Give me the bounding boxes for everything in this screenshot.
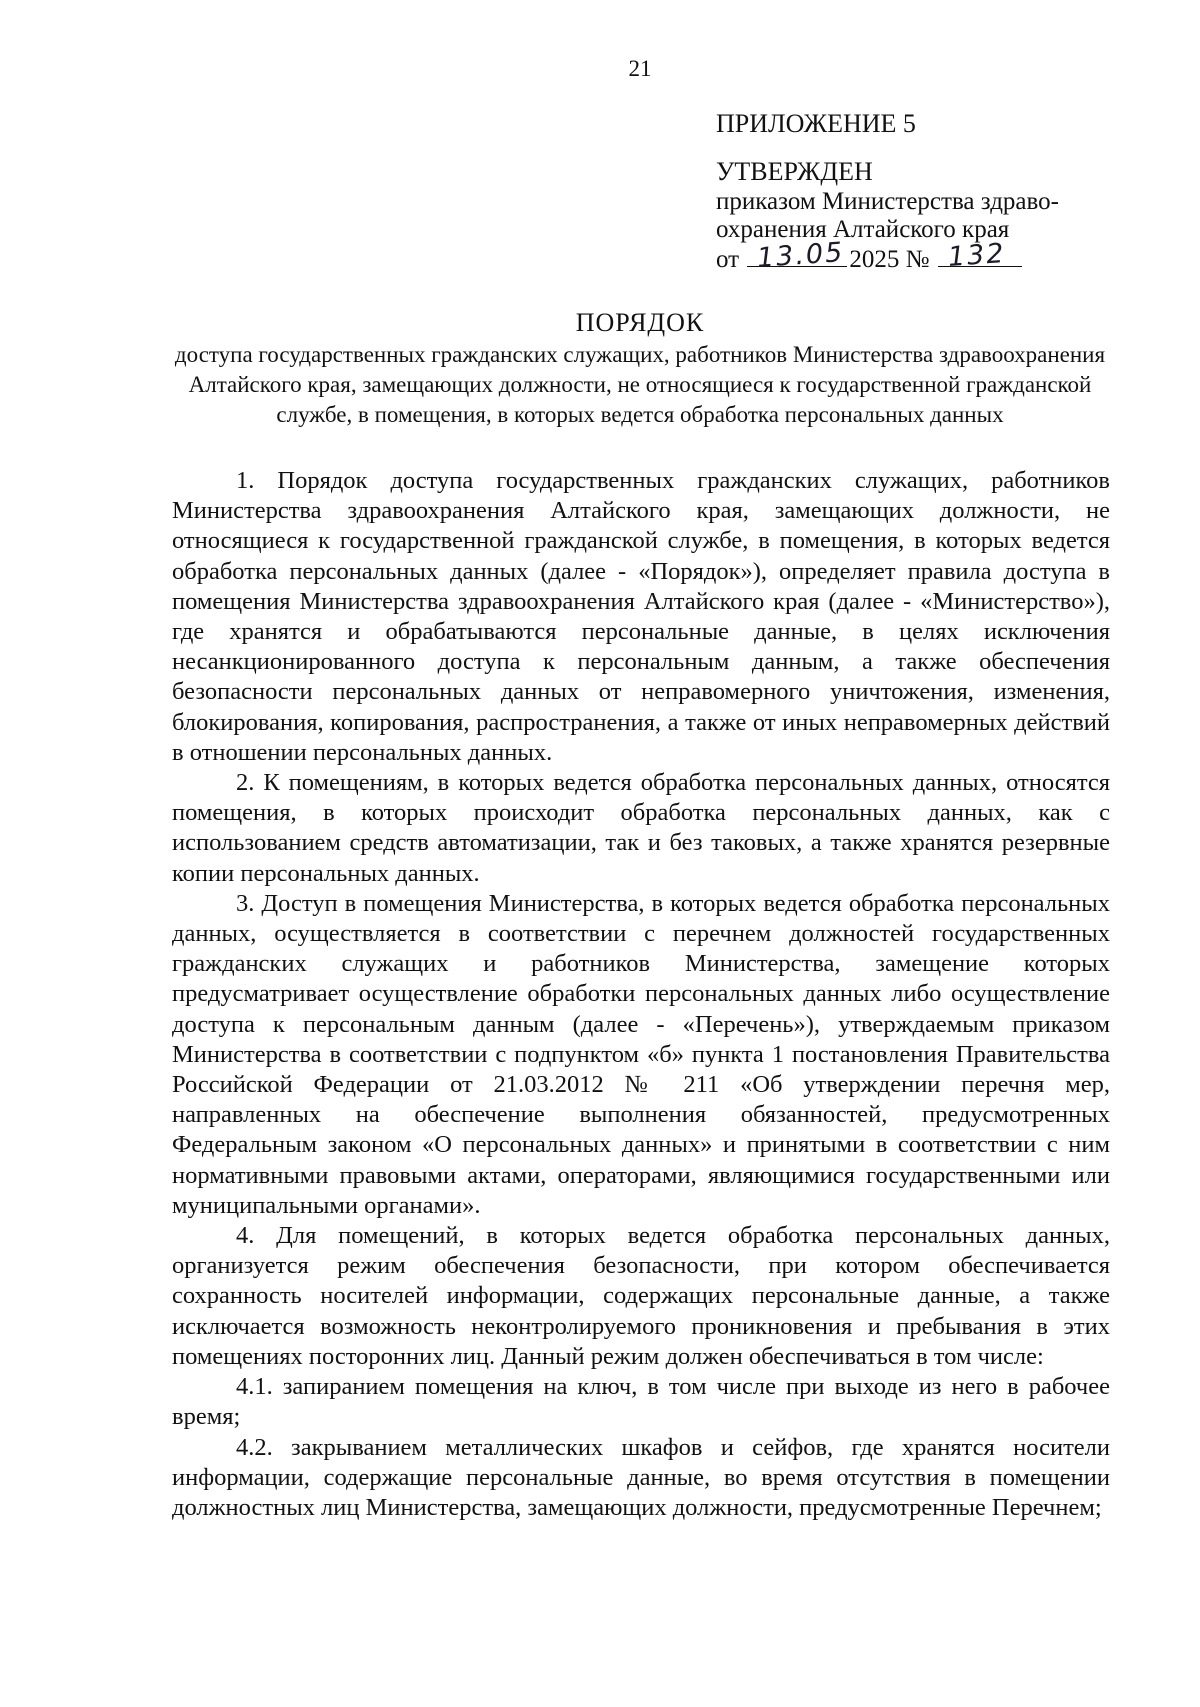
order-date-line [716,236,1156,275]
approved-label: УТВЕРЖДЕН [716,157,873,186]
order-line-1: приказом Министерства здраво- [716,188,1059,215]
paragraph-4-1: 4.1. запиранием помещения на ключ, в том числе при выходе из него в рабочее время; [172,1373,1110,1431]
document-title-block [170,308,1110,430]
paragraph-4: 4. Для помещений, в которых ведется обработка персональных данных, организуется режим обеспечения безопасности, при котором обеспечивается сохранность носителей информации, содержащих персональные данные, а также исключается возможность неконтролируемого проникновения и пребывания в этих помещениях посторонних лиц. Данный режим должен обеспечиваться в том числе: [172,1222,1110,1370]
handwritten-date: 13.05 [756,236,846,275]
number-sign: № [905,246,930,273]
approval-stamp-block [716,110,1156,274]
order-year: 2025 [849,246,900,273]
page-number: 21 [628,56,652,81]
annex-label: ПРИЛОЖЕНИЕ 5 [716,109,916,138]
document-title: ПОРЯДОК [575,308,705,337]
number-fill-line [938,238,1022,273]
document-subtitle: доступа государственных гражданских служащих, работников Министерства здравоохранения Алтайского края, замещающих должности, не относящиеся к государственной гражданской службе, в помещения, в которых ведется обработка персональных данных [174,342,1106,427]
order-line-2: охранения Алтайского края [716,216,1010,243]
document-body [172,466,1110,1523]
date-prefix: от [716,246,740,273]
date-fill-line [747,236,847,275]
paragraph-2: 2. К помещениям, в которых ведется обработка персональных данных, относятся помещения, в которых происходит обработка персональных данных, как с использованием средств автоматизации, так и без таковых, а также хранятся резервные копии персональных данных. [172,769,1110,887]
paragraph-4-2: 4.2. закрыванием металлических шкафов и сейфов, где хранятся носители информации, содержащие персональные данные, во время отсутствия в помещении должностных лиц Министерства, замещающих должности, предусмотренные Перечнем; [172,1433,1110,1521]
handwritten-number: 132 [946,238,1007,273]
paragraph-1: 1. Порядок доступа государственных гражданских служащих, работников Министерства здравоохранения Алтайского края, замещающих должности, не относящиеся к государственной гражданской службе, в помещения, в которых ведется обработка персональных данных (далее - «Порядок»), определяет правила доступа в помещения Министерства здравоохранения Алтайского края (далее - «Министерство»), где хранятся и обрабатываются персональные данные, в целях исключения несанкционированного доступа к персональным данным, а также обеспечения безопасности персональных данных от неправомерного уничтожения, изменения, блокирования, копирования, распространения, а также от иных неправомерных действий в отношении персональных данных. [172,467,1110,766]
paragraph-3: 3. Доступ в помещения Министерства, в которых ведется обработка персональных данных, осуществляется в соответствии с перечнем должностей государственных гражданских служащих и работников Министерства, замещение которых предусматривает осуществление обработки персональных данных либо осуществление доступа к персональным данным (далее - «Перечень»), утверждаемым приказом Министерства в соответствии с подпунктом «б» пункта 1 постановления Правительства Российской Федерации от 21.03.2012 № 211 «Об утверждении перечня мер, направленных на обеспечение выполнения обязанностей, предусмотренных Федеральным законом «О персональных данных» и принятыми в соответствии с ним нормативными правовыми актами, операторами, являющимися государственными или муниципальными органами». [172,889,1110,1219]
